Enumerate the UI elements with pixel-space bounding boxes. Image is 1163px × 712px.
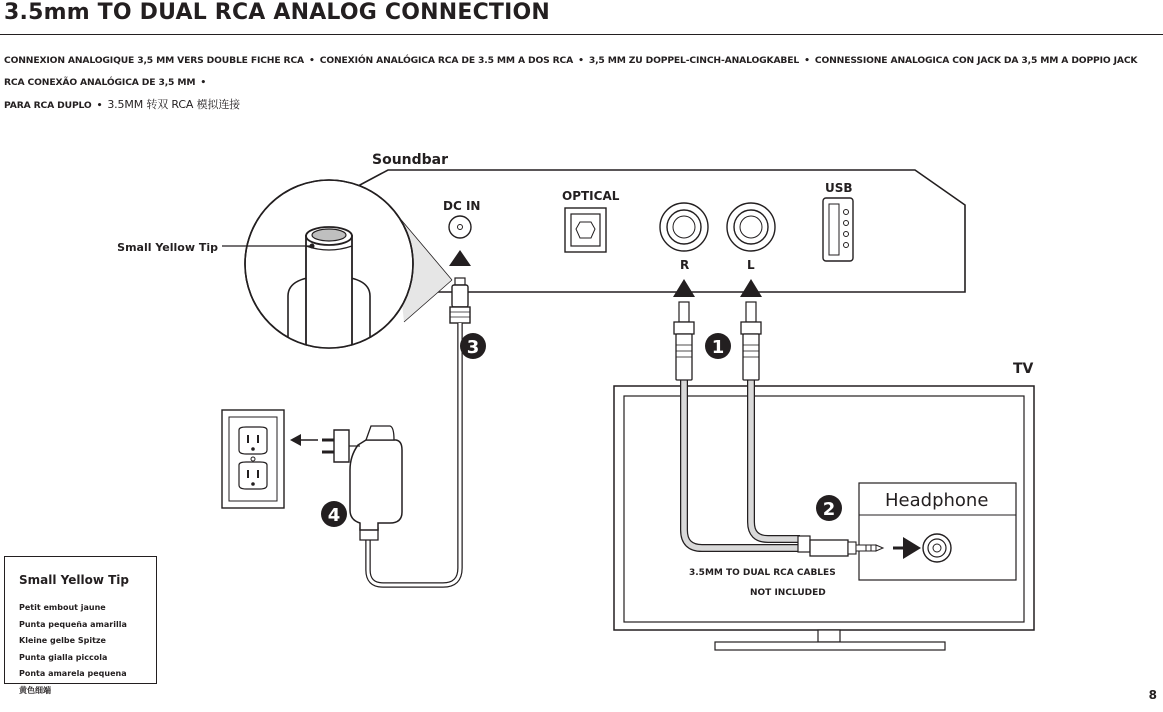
headphone-label: Headphone xyxy=(885,490,989,511)
wall-outlet xyxy=(222,410,284,508)
cable-note-line2: NOT INCLUDED xyxy=(750,588,826,598)
page-title: 3.5mm TO DUAL RCA ANALOG CONNECTION xyxy=(4,0,551,25)
step-badge-2 xyxy=(816,495,842,521)
rca-plug-left xyxy=(741,302,761,380)
small-yellow-tip-label: Small Yellow Tip xyxy=(117,241,218,254)
rca-left-label: L xyxy=(747,258,755,272)
step-badge-4 xyxy=(321,501,347,527)
dc-power-plug xyxy=(450,278,470,323)
rca-right-label: R xyxy=(680,258,690,272)
dc-in-label: DC IN xyxy=(443,199,481,213)
legend-item-french: Petit embout jaune xyxy=(19,603,106,612)
subtitle-french: CONNEXION ANALOGIQUE 3,5 MM VERS DOUBLE FICHE RCA xyxy=(4,55,305,66)
legend-item-spanish: Punta pequeña amarilla xyxy=(19,619,127,629)
step-number-3: 3 xyxy=(466,337,480,358)
legend-item-italian: Punta gialla piccola xyxy=(19,652,108,662)
plug-in-arrow-icon xyxy=(290,434,318,446)
bullet-separator: • xyxy=(96,100,103,111)
usb-port xyxy=(823,181,853,261)
bullet-separator: • xyxy=(578,55,584,66)
subtitle-german: 3,5 MM ZU DOPPEL-CINCH-ANALOGKABEL xyxy=(588,55,800,66)
rca-plug-right xyxy=(674,302,694,380)
cable-note-line1: 3.5MM TO DUAL RCA CABLES xyxy=(689,568,836,578)
legend-item-chinese: 黄色细端 xyxy=(19,685,51,695)
subtitle-italian-portuguese: CONNESSIONE ANALOGICA CON JACK DA 3,5 MM A DOPPIO JACK RCA CONEXÃO ANALÓGICA DE 3,5 MM xyxy=(4,55,1138,88)
optical-label: OPTICAL xyxy=(562,189,620,203)
step-badge-1 xyxy=(705,333,731,359)
bullet-separator: • xyxy=(200,77,207,88)
bullet-separator: • xyxy=(804,55,810,66)
legend-item-portuguese: Ponta amarela pequena xyxy=(19,669,127,678)
usb-label: USB xyxy=(825,181,853,195)
headphone-jack xyxy=(923,534,951,562)
subtitle-portuguese-end: PARA RCA DUPLO xyxy=(4,100,92,111)
step-number-1: 1 xyxy=(711,337,725,358)
bullet-separator: • xyxy=(309,55,315,66)
legend-box xyxy=(4,556,157,695)
step-number-4: 4 xyxy=(327,505,341,526)
legend-title: Small Yellow Tip xyxy=(19,573,129,587)
subtitle-spanish: CONEXIÓN ANALÓGICA RCA DE 3.5 MM A DOS RCA xyxy=(319,55,574,66)
step-badge-3 xyxy=(460,333,486,359)
legend-translation-list xyxy=(19,600,127,699)
headphone-panel xyxy=(859,483,1016,580)
subtitle-chinese: 3.5MM 转双 RCA 模拟连接 xyxy=(107,98,241,111)
tv-label: TV xyxy=(1013,361,1034,377)
page-number: 8 xyxy=(1148,688,1157,702)
legend-item-german: Kleine gelbe Spitze xyxy=(19,636,106,645)
soundbar-label: Soundbar xyxy=(372,152,449,168)
step-number-2: 2 xyxy=(822,499,836,520)
